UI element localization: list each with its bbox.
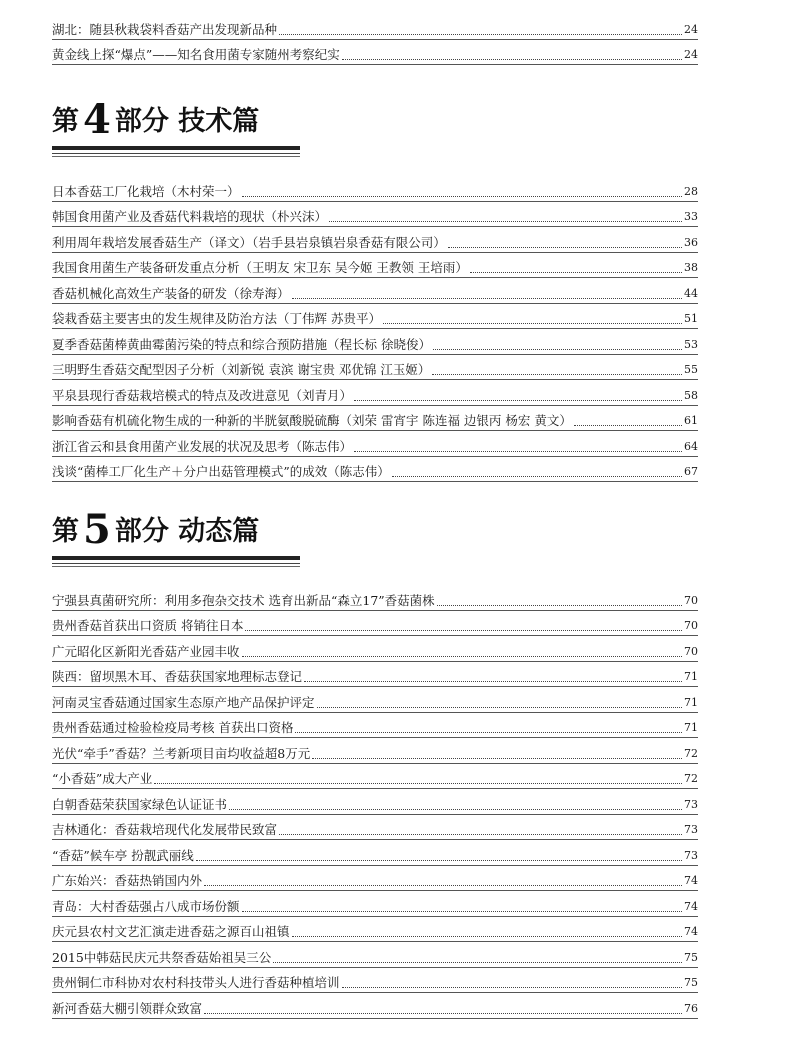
dot-leader xyxy=(342,56,682,60)
dot-leader xyxy=(204,882,682,886)
toc-entry-title: 贵州铜仁市科协对农村科技带头人进行香菇种植培训 xyxy=(52,975,340,990)
toc-entry[interactable] xyxy=(52,840,698,866)
toc-entry-page: 61 xyxy=(684,414,698,427)
toc-entry-page: 72 xyxy=(684,746,698,760)
toc-entry-page: 71 xyxy=(684,670,698,683)
toc-entry-title: 平泉县现行香菇栽培模式的特点及改进意见（刘青月） xyxy=(52,387,353,403)
dot-leader xyxy=(392,473,682,477)
toc-entry-page: 76 xyxy=(684,1001,698,1015)
toc-entry-title: 日本香菇工厂化栽培（木村荣一） xyxy=(52,183,240,199)
toc-entry[interactable] xyxy=(52,176,698,202)
section-5-title: 第 5 部分 动态篇 xyxy=(52,506,260,553)
dot-leader xyxy=(354,397,682,401)
toc-entry-title: 浅谈“菌棒工厂化生产＋分户出菇管理模式”的成效（陈志伟） xyxy=(52,464,390,479)
toc-entry-page: 53 xyxy=(684,337,698,351)
toc-entry-title: 青岛：大村香菇强占八成市场份额 xyxy=(52,898,240,914)
dot-leader xyxy=(574,422,682,426)
dot-leader xyxy=(245,627,682,631)
toc-entry[interactable] xyxy=(52,891,698,917)
dot-leader xyxy=(292,295,682,299)
toc-entry-title: 黄金线上探“爆点”——知名食用菌专家随州考察纪实 xyxy=(52,47,340,62)
toc-entry-title: 浙江省云和县食用菌产业发展的状况及思考（陈志伟） xyxy=(52,438,353,454)
toc-entry[interactable] xyxy=(52,764,698,790)
heading-rule xyxy=(52,146,300,150)
dot-leader xyxy=(470,269,682,273)
dot-leader xyxy=(437,602,682,606)
toc-entry[interactable] xyxy=(52,738,698,764)
toc-entry-title: 湖北：随县秋栽袋料香菇产出发现新品种 xyxy=(52,21,278,37)
dot-leader xyxy=(342,984,682,988)
toc-entry-page: 70 xyxy=(684,619,698,632)
dot-leader xyxy=(312,755,682,759)
toc-entry[interactable] xyxy=(52,406,698,432)
toc-entry-page: 58 xyxy=(684,388,698,402)
toc-entry[interactable] xyxy=(52,942,698,968)
heading-rule xyxy=(52,563,300,564)
dot-leader xyxy=(433,346,682,350)
dot-leader xyxy=(204,1010,682,1014)
toc-entry-title: “香菇”候车亭 扮靓武丽线 xyxy=(52,847,194,863)
toc-entry[interactable] xyxy=(52,687,698,713)
dot-leader xyxy=(317,704,682,708)
toc-entry-title: 影响香菇有机硫化物生成的一种新的半胱氨酸脱硫酶（刘荣 雷宵宇 陈连福 边银丙 杨宏 黄文） xyxy=(52,413,572,428)
toc-entry-page: 55 xyxy=(684,363,698,376)
toc-entry-page: 70 xyxy=(684,593,698,607)
toc-entry-title: 白朝香菇荣获国家绿色认证证书 xyxy=(52,796,228,812)
toc-entry[interactable] xyxy=(52,278,698,304)
toc-entry-title: 韩国食用菌产业及香菇代料栽培的现状（朴兴沫） xyxy=(52,209,328,224)
toc-entry-page: 72 xyxy=(684,772,698,785)
toc-entry-title: 庆元县农村文艺汇演走进香菇之源百山祖镇 xyxy=(52,924,290,939)
toc-entry-page: 73 xyxy=(684,848,698,862)
dot-leader xyxy=(242,653,682,657)
dot-leader xyxy=(279,31,682,35)
toc-entry[interactable] xyxy=(52,202,698,228)
toc-entry-page: 74 xyxy=(684,925,698,938)
dot-leader xyxy=(273,959,682,963)
toc-entry[interactable] xyxy=(52,866,698,892)
toc-entry-page: 73 xyxy=(684,823,698,836)
heading-rule xyxy=(52,153,300,154)
dot-leader xyxy=(196,857,682,861)
toc-entry[interactable] xyxy=(52,968,698,994)
toc-entry-page: 75 xyxy=(684,950,698,964)
toc-entry-page: 74 xyxy=(684,899,698,913)
toc-entry-title: 光伏“牵手”香菇？兰考新项目亩均收益超8万元 xyxy=(52,745,311,761)
toc-entry[interactable] xyxy=(52,14,698,40)
toc-list-section-5 xyxy=(52,585,698,1019)
toc-entry-title: 利用周年栽培发展香菇生产（译文）（岩手县岩泉镇岩泉香菇有限公司） xyxy=(52,234,446,250)
toc-entry[interactable] xyxy=(52,789,698,815)
dot-leader xyxy=(383,320,682,324)
toc-entry-page: 70 xyxy=(684,644,698,658)
toc-entry-title: 夏季香菇菌棒黄曲霉菌污染的特点和综合预防措施（程长标 徐晓俊） xyxy=(52,336,431,352)
toc-entry[interactable] xyxy=(52,227,698,253)
toc-entry-page: 74 xyxy=(684,874,698,887)
toc-entry[interactable] xyxy=(52,304,698,330)
toc-entry-page: 51 xyxy=(684,312,698,325)
toc-entry[interactable] xyxy=(52,253,698,279)
toc-entry-page: 64 xyxy=(684,439,698,453)
toc-entry-title: 广元昭化区新阳光香菇产业园丰收 xyxy=(52,643,240,659)
toc-entry-title: 宁强县真菌研究所：利用多孢杂交技术 选育出新品“森立17”香菇菌株 xyxy=(52,592,435,608)
toc-entry-page: 33 xyxy=(684,210,698,223)
toc-entry[interactable] xyxy=(52,40,698,66)
toc-entry-title: 河南灵宝香菇通过国家生态原产地产品保护评定 xyxy=(52,694,315,710)
dot-leader xyxy=(242,908,682,912)
section-4-heading xyxy=(52,96,302,157)
toc-list-top xyxy=(52,14,698,65)
toc-entry[interactable] xyxy=(52,713,698,739)
dot-leader xyxy=(279,831,682,835)
toc-entry-page: 71 xyxy=(684,721,698,734)
toc-entry-title: 新河香菇大棚引领群众致富 xyxy=(52,1000,203,1016)
toc-entry-page: 73 xyxy=(684,797,698,811)
section-4-title: 第 4 部分 技术篇 xyxy=(52,96,260,143)
dot-leader xyxy=(448,244,682,248)
dot-leader xyxy=(432,371,682,375)
toc-entry-title: 贵州香菇首获出口资质 将销往日本 xyxy=(52,618,244,633)
toc-entry-title: 2015中韩菇民庆元共祭香菇始祖吴三公 xyxy=(52,949,272,965)
toc-entry[interactable] xyxy=(52,329,698,355)
dot-leader xyxy=(154,780,682,784)
toc-entry-page: 24 xyxy=(684,22,698,36)
toc-entry-title: “小香菇”成大产业 xyxy=(52,771,153,786)
toc-entry-page: 28 xyxy=(684,184,698,198)
toc-entry[interactable] xyxy=(52,917,698,943)
dot-leader xyxy=(292,933,682,937)
toc-entry[interactable] xyxy=(52,993,698,1019)
toc-entry[interactable] xyxy=(52,611,698,637)
toc-entry[interactable] xyxy=(52,636,698,662)
dot-leader xyxy=(354,448,682,452)
toc-entry[interactable] xyxy=(52,815,698,841)
toc-entry-title: 广东始兴：香菇热销国内外 xyxy=(52,873,203,888)
toc-entry[interactable] xyxy=(52,355,698,381)
toc-entry-page: 38 xyxy=(684,261,698,274)
section-5-heading xyxy=(52,506,302,567)
toc-entry-page: 75 xyxy=(684,976,698,989)
toc-entry[interactable] xyxy=(52,585,698,611)
heading-rule xyxy=(52,556,300,560)
toc-entry-title: 陕西：留坝黑木耳、香菇获国家地理标志登记 xyxy=(52,669,303,684)
heading-rule xyxy=(52,566,300,567)
toc-entry[interactable] xyxy=(52,457,698,483)
dot-leader xyxy=(304,678,682,682)
toc-entry[interactable] xyxy=(52,380,698,406)
toc-entry-title: 我国食用菌生产装备研发重点分析（王明友 宋卫东 吴今姬 王教领 王培雨） xyxy=(52,260,468,275)
toc-entry[interactable] xyxy=(52,431,698,457)
toc-entry-page: 67 xyxy=(684,465,698,478)
toc-entry-title: 香菇机械化高效生产装备的研发（徐寿海） xyxy=(52,285,290,301)
toc-entry[interactable] xyxy=(52,662,698,688)
toc-entry-page: 24 xyxy=(684,48,698,61)
dot-leader xyxy=(242,193,682,197)
toc-entry-title: 三明野生香菇交配型因子分析（刘新锐 袁滨 谢宝贵 邓优锦 江玉姬） xyxy=(52,362,431,377)
toc-entry-page: 44 xyxy=(684,286,698,300)
dot-leader xyxy=(329,218,682,222)
dot-leader xyxy=(229,806,682,810)
dot-leader xyxy=(295,729,682,733)
heading-rule xyxy=(52,156,300,157)
toc-entry-title: 贵州香菇通过检验检疫局考核 首获出口资格 xyxy=(52,720,294,735)
toc-entry-page: 71 xyxy=(684,695,698,709)
toc-list-section-4 xyxy=(52,176,698,482)
toc-entry-title: 袋栽香菇主要害虫的发生规律及防治方法（丁伟辉 苏贵平） xyxy=(52,311,381,326)
toc-entry-page: 36 xyxy=(684,235,698,249)
toc-entry-title: 吉林通化：香菇栽培现代化发展带民致富 xyxy=(52,822,278,837)
